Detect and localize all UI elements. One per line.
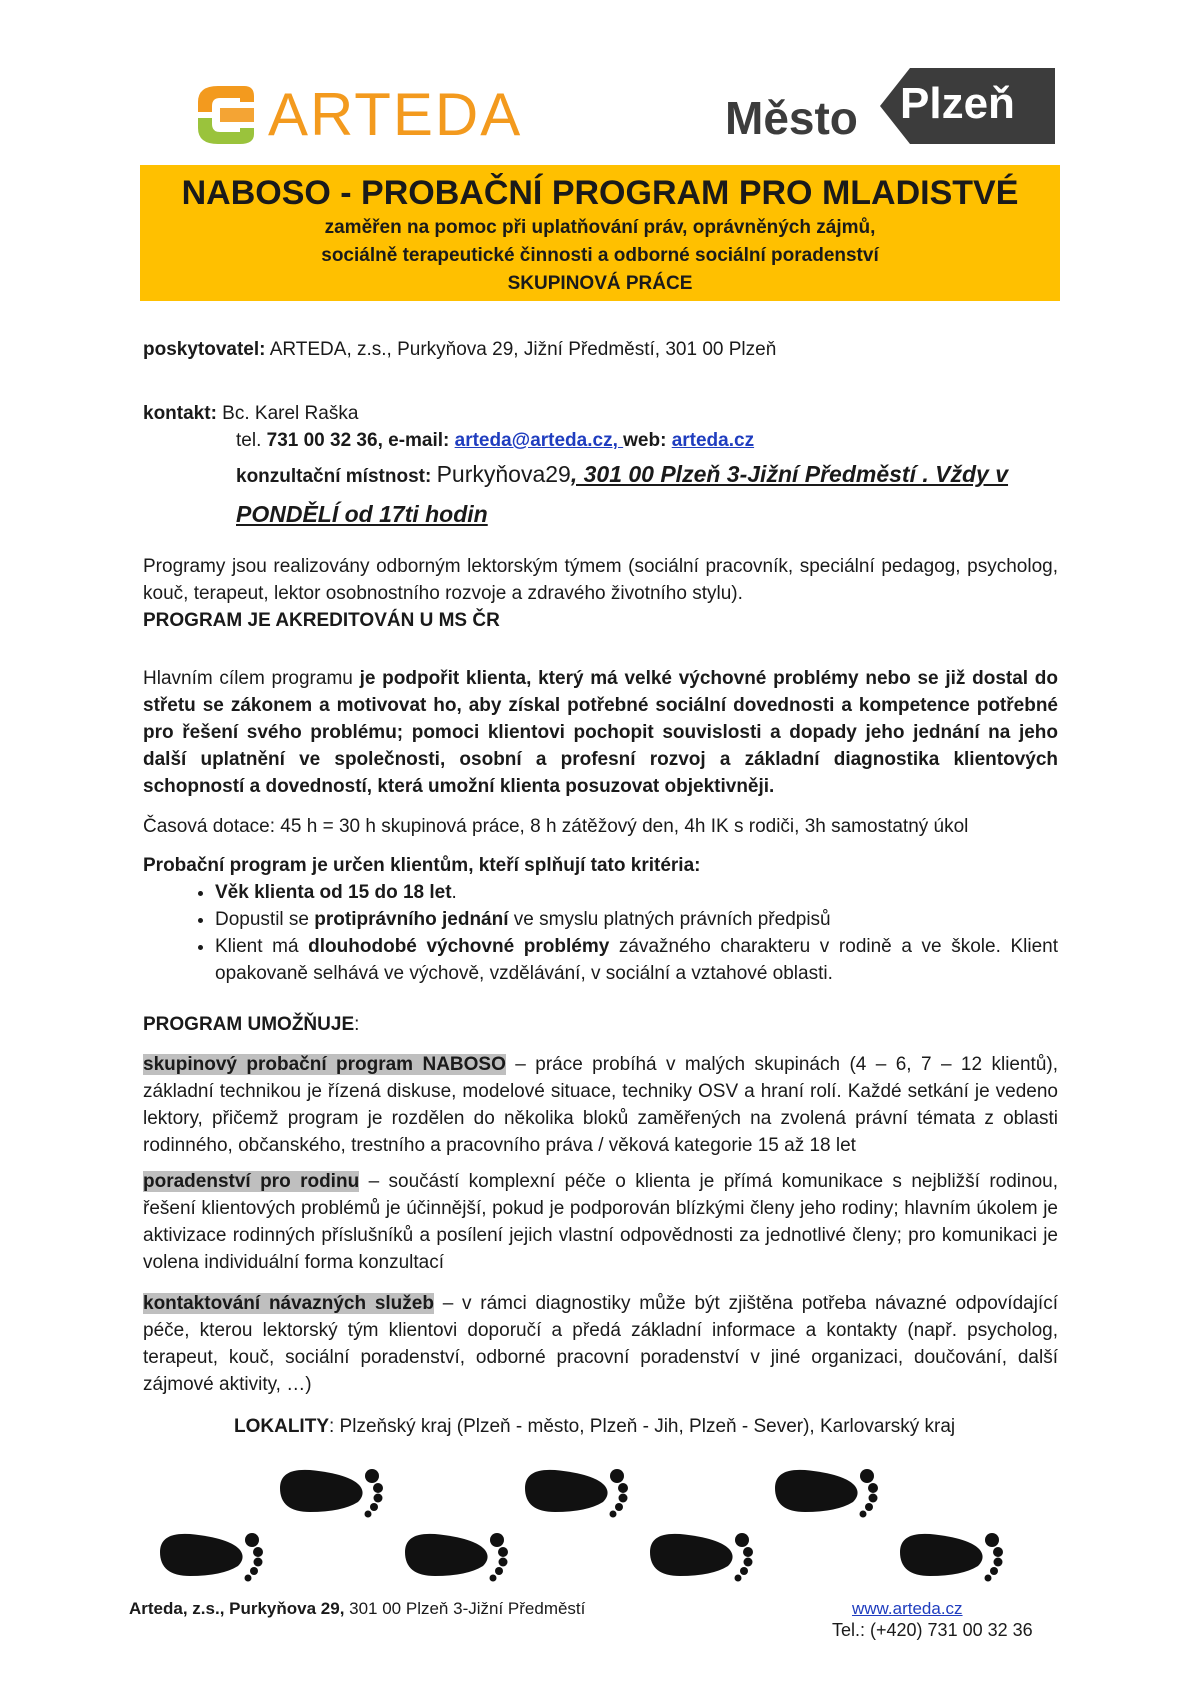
subtitle-line-2: sociálně terapeutické činnosti a odborné sociální poradenství <box>321 245 879 266</box>
goal-lead: Hlavním cílem programu <box>143 668 360 689</box>
criteria-heading: Probační program je určen klientům, kteří splňují tato kritéria: <box>143 855 701 876</box>
consult-room <box>236 456 1066 536</box>
footprint-icon <box>160 1533 263 1582</box>
accreditation-note: PROGRAM JE AKREDITOVÁN U MS ČR <box>143 610 500 631</box>
room-label: konzultační místnost: <box>236 466 437 487</box>
goal-bold: je podpořit klienta, který má velké výchovné problémy nebo se již dostal do střetu se zákonem a motivovat ho, aby získal potřebné sociální dovednosti a kompetence potřebné pro řešení svého problému; pomoci klientovi pochopit souvislosti a dopady jeho jednání na jeho další uplatnění ve společnosti, osobní a profesní rozvoj a základní diagnostika klientových schopností a dovedností, která umožní klienta posuzovat objektivněji. <box>143 668 1058 797</box>
p3-highlight: kontaktování návazných služeb <box>143 1293 434 1314</box>
footer-org-rest: 301 00 Plzeň 3-Jižní Předměstí <box>344 1599 586 1618</box>
arteda-logo <box>190 80 550 150</box>
mesto-wordmark: Město <box>725 92 858 144</box>
room-street: Purkyňova29 <box>436 461 571 487</box>
criteria-1-end: . <box>451 882 457 903</box>
web-label: web: <box>623 430 672 451</box>
tel-label: tel. <box>236 430 267 451</box>
enables-heading: PROGRAM UMOŽŇUJE <box>143 1014 355 1035</box>
arteda-emblem-icon <box>190 80 260 150</box>
localities-value: : Plzeňský kraj (Plzeň - město, Plzeň - Jih, Plzeň - Sever), Karlovarský kraj <box>329 1416 956 1437</box>
footprint-icon <box>405 1533 508 1582</box>
criteria-3-bold: dlouhodobé výchovné problémy <box>308 936 610 957</box>
criteria-2-b: ve smyslu platných právních předpisů <box>508 909 831 930</box>
list-item <box>215 879 1058 906</box>
footprint-icon <box>650 1533 753 1582</box>
enables-paragraph-1 <box>143 1051 1058 1159</box>
room-city: , 301 00 Plzeň 3-Jižní Předměstí . Vždy v <box>570 461 1009 487</box>
list-item <box>215 906 1058 933</box>
footer-org-bold: Arteda, z.s., Purkyňova 29, <box>129 1599 345 1618</box>
title-banner <box>140 165 1060 301</box>
footer-phone: Tel.: (+420) 731 00 32 36 <box>832 1620 1033 1640</box>
footer-web-link[interactable]: www.arteda.cz <box>852 1599 963 1618</box>
goal-paragraph <box>143 665 1058 800</box>
footprints-decoration <box>160 1460 1040 1590</box>
provider-line <box>143 336 1058 363</box>
contact-label: kontakt: <box>143 403 217 424</box>
web-link[interactable]: arteda.cz <box>671 430 755 451</box>
contact-name: Bc. Karel Raška <box>216 403 359 424</box>
localities-line <box>234 1413 1064 1440</box>
time-allocation: Časová dotace: 45 h = 30 h skupinová práce, 8 h zátěžový den, 4h IK s rodiči, 3h samostatný úkol <box>143 816 969 837</box>
enables-paragraph-2 <box>143 1168 1058 1276</box>
localities-label: LOKALITY <box>234 1416 329 1437</box>
enables-colon: : <box>354 1014 360 1035</box>
p2-highlight: poradenství pro rodinu <box>143 1171 360 1192</box>
criteria-list <box>143 879 1058 987</box>
p2-text: – součástí komplexní péče o klienta je přímá komunikace s nejbližší rodinou, řešení klientových problémů je účinnější, pokud je podporován blízkými členy jeho rodiny; hlavním úkolem je aktivizace rodinných příslušníků a posílení jejich vlastní odpovědnosti za jednotlivé členy; pro komunikaci je volena individuální forma konzultací <box>143 1171 1059 1273</box>
criteria-3-a: Klient má <box>215 936 309 957</box>
email-link[interactable]: arteda@arteda.cz, <box>454 430 624 451</box>
criteria-2-bold: protiprávního jednání <box>314 909 509 930</box>
page-title: NABOSO - PROBAČNÍ PROGRAM PRO MLADISTVÉ <box>181 174 1019 212</box>
contact-line <box>143 400 1058 427</box>
footprint-icon <box>900 1533 1003 1582</box>
p1-highlight: skupinový probační program NABOSO <box>143 1054 506 1075</box>
enables-paragraph-3 <box>143 1290 1058 1398</box>
subtitle-line-3: SKUPINOVÁ PRÁCE <box>507 273 693 294</box>
contact-details <box>236 427 1066 454</box>
enables-heading-line <box>143 1011 1058 1038</box>
arteda-wordmark: ARTEDA <box>268 81 523 148</box>
provider-label: poskytovatel: <box>143 339 266 360</box>
criteria-3-b: závažného charakteru v rodině a ve škole. Klient opakovaně selhává ve výchově, vzdělávání, v sociální a vztahové oblasti. <box>215 936 1059 984</box>
list-item <box>215 933 1058 987</box>
p1-text: – práce probíhá v malých skupinách (4 – 6, 7 – 12 klientů), základní technikou je řízená diskuse, modelové situace, techniky OSV a hraní rolí. Každé setkání je vedeno lektory, přičemž program je rozdělen do několika bloků zaměřených na zvolená právní témata z oblasti rodinného, občanského, trestního a pracovního práva / věková kategorie 15 až 18 let <box>143 1054 1058 1156</box>
subtitle-line-1: zaměřen na pomoc při uplatňování práv, oprávněných zájmů, <box>324 217 876 238</box>
footprint-icon <box>775 1469 878 1518</box>
footer-address <box>129 1599 585 1619</box>
criteria-block <box>143 852 1058 987</box>
room-time: PONDĚLÍ od 17ti hodin <box>236 501 488 527</box>
criteria-2-a: Dopustil se <box>215 909 315 930</box>
criteria-1-bold: Věk klienta od 15 do 18 let <box>215 882 452 903</box>
tel-value: 731 00 32 36, e-mail: <box>266 430 455 451</box>
intro-paragraph: Programy jsou realizovány odborným lektorským týmem (sociální pracovník, speciální pedagog, psycholog, kouč, terapeut, lektor osobnostního rozvoje a zdravého životního stylu). <box>143 556 1058 604</box>
footprint-icon <box>525 1469 628 1518</box>
footprint-icon <box>280 1469 383 1518</box>
p3-text: – v rámci diagnostiky může být zjištěna potřeba návazné odpovídající péče, kterou lektorský tým klientovi doporučí a předá základní informace a kontakty (např. psycholog, terapeut, kouč, sociální poradenství, odborné pracovní poradenství v jiné organizaci, doučování, další zájmové aktivity, …) <box>143 1293 1058 1395</box>
provider-value: ARTEDA, z.s., Purkyňova 29, Jižní Předměstí, 301 00 Plzeň <box>265 339 777 360</box>
mesto-plzen-logo <box>725 66 1055 146</box>
plzen-wordmark: Plzeň <box>900 79 1015 128</box>
